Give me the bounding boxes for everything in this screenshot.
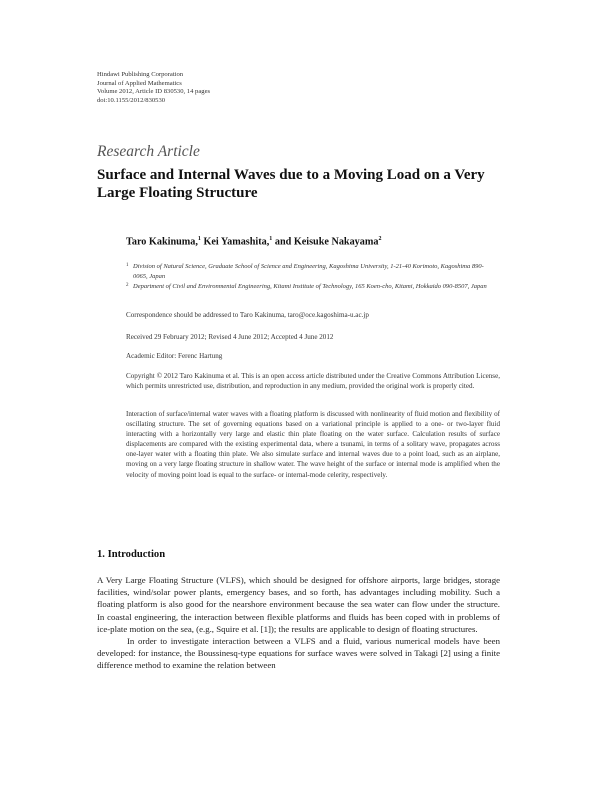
copyright-notice: Copyright © 2012 Taro Kakinuma et al. This is an open access article distributed under the Creative Commons Attribution License, which permits unrestricted use, distribution, and reproduction in any medium, provided the original work is properly cited. [126, 372, 500, 391]
author-affiliation-mark: 2 [378, 236, 382, 242]
author-name: Taro Kakinuma, [126, 236, 198, 248]
doi[interactable]: doi:10.1155/2012/830530 [97, 96, 166, 104]
academic-editor: Academic Editor: Ferenc Hartung [126, 352, 223, 360]
publisher-name: Hindawi Publishing Corporation [97, 71, 184, 78]
affiliation [126, 282, 496, 292]
author-name: and Keisuke Nakayama [274, 236, 379, 248]
paper-title: Surface and Internal Waves due to a Moving Load on a Very Large Floating Structure [97, 167, 485, 201]
publisher-info [97, 71, 210, 105]
volume-info: Volume 2012, Article ID 830530, 14 pages [97, 88, 211, 96]
section-heading: 1. Introduction [97, 549, 166, 560]
author-affiliation-mark: 1 [197, 236, 201, 242]
article-type: Research Article [97, 143, 200, 160]
abstract: Interaction of surface/internal water waves with a floating platform is discussed with nonlinearity of fluid motion and flexibility of oscillating structure. The set of governing equations based on a variational principle is applied to a one- or two-layer fluid interacting with a horizontally very large and elastic thin plate floating on the water surface. Calculation results of surface displacements are compared with the existing experimental data, where a tsunami, in terms of a solitary wave, propagates across one-layer water with a floating thin plate. We also simulate surface and internal waves due to a point load, such as an airplane, moving on a very large floating structure in shallow water. The wave height of the surface or internal mode is amplified when the velocity of moving point load is equal to the surface- or internal-mode celerity, respectively. [126, 410, 500, 479]
author-affiliation-mark: 1 [269, 236, 273, 242]
affiliation-number: 1 [126, 263, 129, 268]
correspondence: Correspondence should be addressed to Taro Kakinuma, taro@oce.kagoshima-u.ac.jp [126, 311, 369, 319]
received-dates: Received 29 February 2012; Revised 4 June 2012; Accepted 4 June 2012 [126, 333, 334, 341]
author-name: Kei Yamashita, [203, 236, 270, 248]
author-list [126, 236, 381, 247]
affiliations [126, 262, 496, 292]
paragraph: In order to investigate interaction between a VLFS and a fluid, various numerical models have been developed: for instance, the Boussinesq-type equations for surface waves were solved in Takagi [2] using a finite difference method to examine the relation between [97, 636, 500, 671]
section-body [97, 574, 500, 672]
affiliation-text: Division of Natural Science, Graduate School of Science and Engineering, Kagoshima University, 1-21-40 Korimoto, Kagoshima 890-0065, Japan [133, 263, 484, 280]
journal-name: Journal of Applied Mathematics [97, 79, 182, 87]
paragraph: A Very Large Floating Structure (VLFS), which should be designed for offshore airports, large bridges, storage facilities, wind/solar power plants, emergency bases, and so forth, has advantages including mobility. Such a floating platform is also good for the nearshore environment because the sea water can flow under the structure. In coastal engineering, the interaction between flexible platforms and fluids has been coped with in problems of ice-plate motion on the sea, (e.g., Squire et al. [1]); the results are applicable to design of floating structures. [97, 575, 500, 634]
affiliation-number: 2 [126, 283, 129, 288]
affiliation [126, 262, 496, 282]
affiliation-text: Department of Civil and Environmental Engineering, Kitami Institute of Technology, 165 Koen-cho, Kitami, Hokkaido 090-8507, Japan [133, 283, 487, 290]
